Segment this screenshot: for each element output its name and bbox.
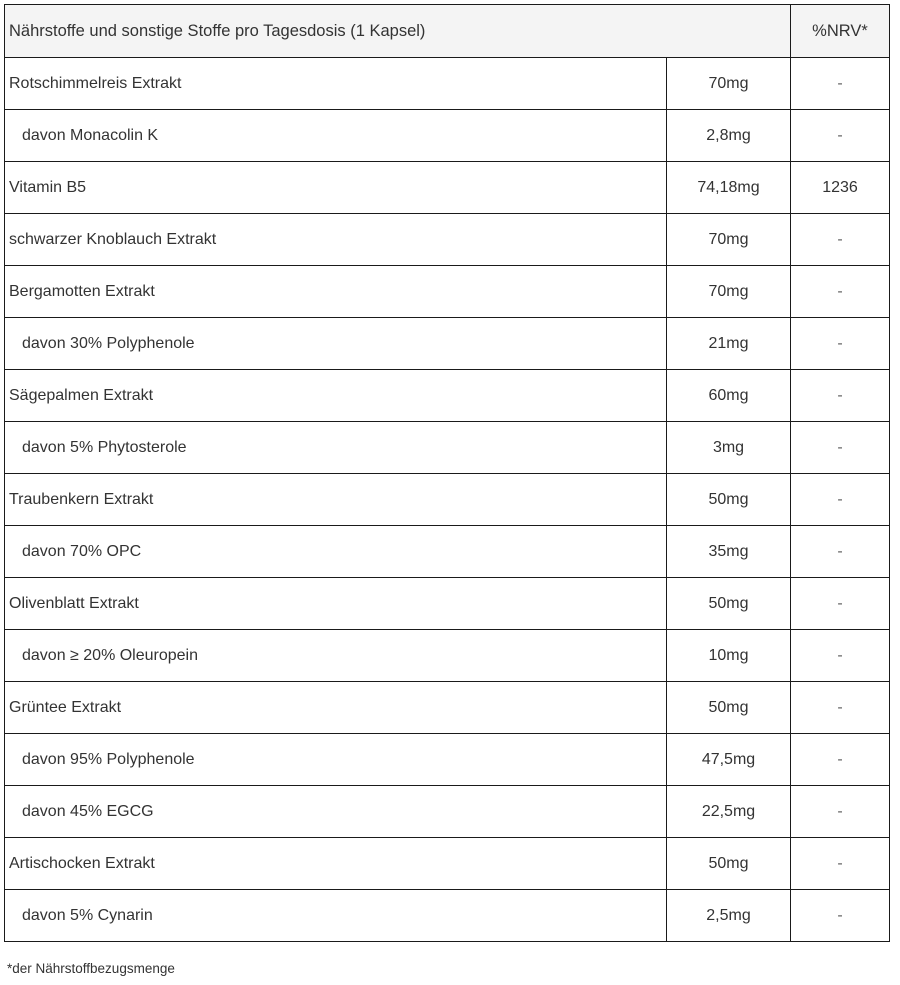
nutrient-nrv: - (791, 110, 890, 162)
nutrient-amount: 50mg (667, 578, 791, 630)
nutrient-name: davon 5% Cynarin (5, 890, 667, 942)
nutrient-amount: 3mg (667, 422, 791, 474)
nutrient-amount: 70mg (667, 266, 791, 318)
nutrient-amount: 2,8mg (667, 110, 791, 162)
nutrient-amount: 21mg (667, 318, 791, 370)
nutrient-amount: 60mg (667, 370, 791, 422)
table-header (5, 5, 890, 58)
nutrient-name: Traubenkern Extrakt (5, 474, 667, 526)
table-row (5, 526, 890, 578)
nutrient-nrv: - (791, 370, 890, 422)
nutrient-amount: 35mg (667, 526, 791, 578)
table-row (5, 682, 890, 734)
nutrient-nrv: - (791, 58, 890, 110)
nutrient-nrv: - (791, 474, 890, 526)
table-row (5, 162, 890, 214)
nutrient-nrv: - (791, 318, 890, 370)
nutrient-table (4, 4, 890, 942)
table-row (5, 734, 890, 786)
nutrient-nrv: - (791, 630, 890, 682)
nutrient-nrv: 1236 (791, 162, 890, 214)
nutrient-amount: 74,18mg (667, 162, 791, 214)
table-row (5, 838, 890, 890)
nutrient-name: davon 70% OPC (5, 526, 667, 578)
nutrient-name: Vitamin B5 (5, 162, 667, 214)
nutrient-amount: 50mg (667, 838, 791, 890)
nutrient-nrv: - (791, 838, 890, 890)
table-row (5, 422, 890, 474)
nutrient-nrv: - (791, 214, 890, 266)
table-body (5, 58, 890, 942)
table-row (5, 890, 890, 942)
nutrient-amount: 50mg (667, 474, 791, 526)
nutrient-amount: 22,5mg (667, 786, 791, 838)
nutrient-name: davon ≥ 20% Oleuropein (5, 630, 667, 682)
nutrient-amount: 50mg (667, 682, 791, 734)
table-row (5, 578, 890, 630)
nutrient-name: davon 5% Phytosterole (5, 422, 667, 474)
nutrient-name: davon 45% EGCG (5, 786, 667, 838)
nutrient-amount: 2,5mg (667, 890, 791, 942)
nutrient-amount: 10mg (667, 630, 791, 682)
nutrient-amount: 70mg (667, 214, 791, 266)
table-row (5, 630, 890, 682)
nutrient-name: davon 30% Polyphenole (5, 318, 667, 370)
nutrient-name: schwarzer Knoblauch Extrakt (5, 214, 667, 266)
nutrient-name: Bergamotten Extrakt (5, 266, 667, 318)
table-row (5, 214, 890, 266)
nutrient-name: davon Monacolin K (5, 110, 667, 162)
table-row (5, 786, 890, 838)
nutrient-nrv: - (791, 786, 890, 838)
header-title: Nährstoffe und sonstige Stoffe pro Tagesdosis (1 Kapsel) (5, 5, 791, 58)
nutrient-nrv: - (791, 734, 890, 786)
table-row (5, 370, 890, 422)
nutrient-amount: 47,5mg (667, 734, 791, 786)
nutrient-nrv: - (791, 890, 890, 942)
nutrient-name: Sägepalmen Extrakt (5, 370, 667, 422)
nutrient-name: davon 95% Polyphenole (5, 734, 667, 786)
table-row (5, 110, 890, 162)
nutrient-name: Grüntee Extrakt (5, 682, 667, 734)
nutrient-nrv: - (791, 266, 890, 318)
table-row (5, 266, 890, 318)
table-row (5, 58, 890, 110)
table-row (5, 474, 890, 526)
table-row (5, 318, 890, 370)
header-nrv: %NRV* (791, 5, 890, 58)
nutrient-name: Olivenblatt Extrakt (5, 578, 667, 630)
footnote: *der Nährstoffbezugsmenge (7, 961, 175, 976)
nutrient-amount: 70mg (667, 58, 791, 110)
nutrient-nrv: - (791, 526, 890, 578)
nutrient-nrv: - (791, 578, 890, 630)
nutrient-nrv: - (791, 422, 890, 474)
header-row (5, 5, 890, 58)
nutrient-name: Rotschimmelreis Extrakt (5, 58, 667, 110)
nutrient-name: Artischocken Extrakt (5, 838, 667, 890)
nutrient-nrv: - (791, 682, 890, 734)
